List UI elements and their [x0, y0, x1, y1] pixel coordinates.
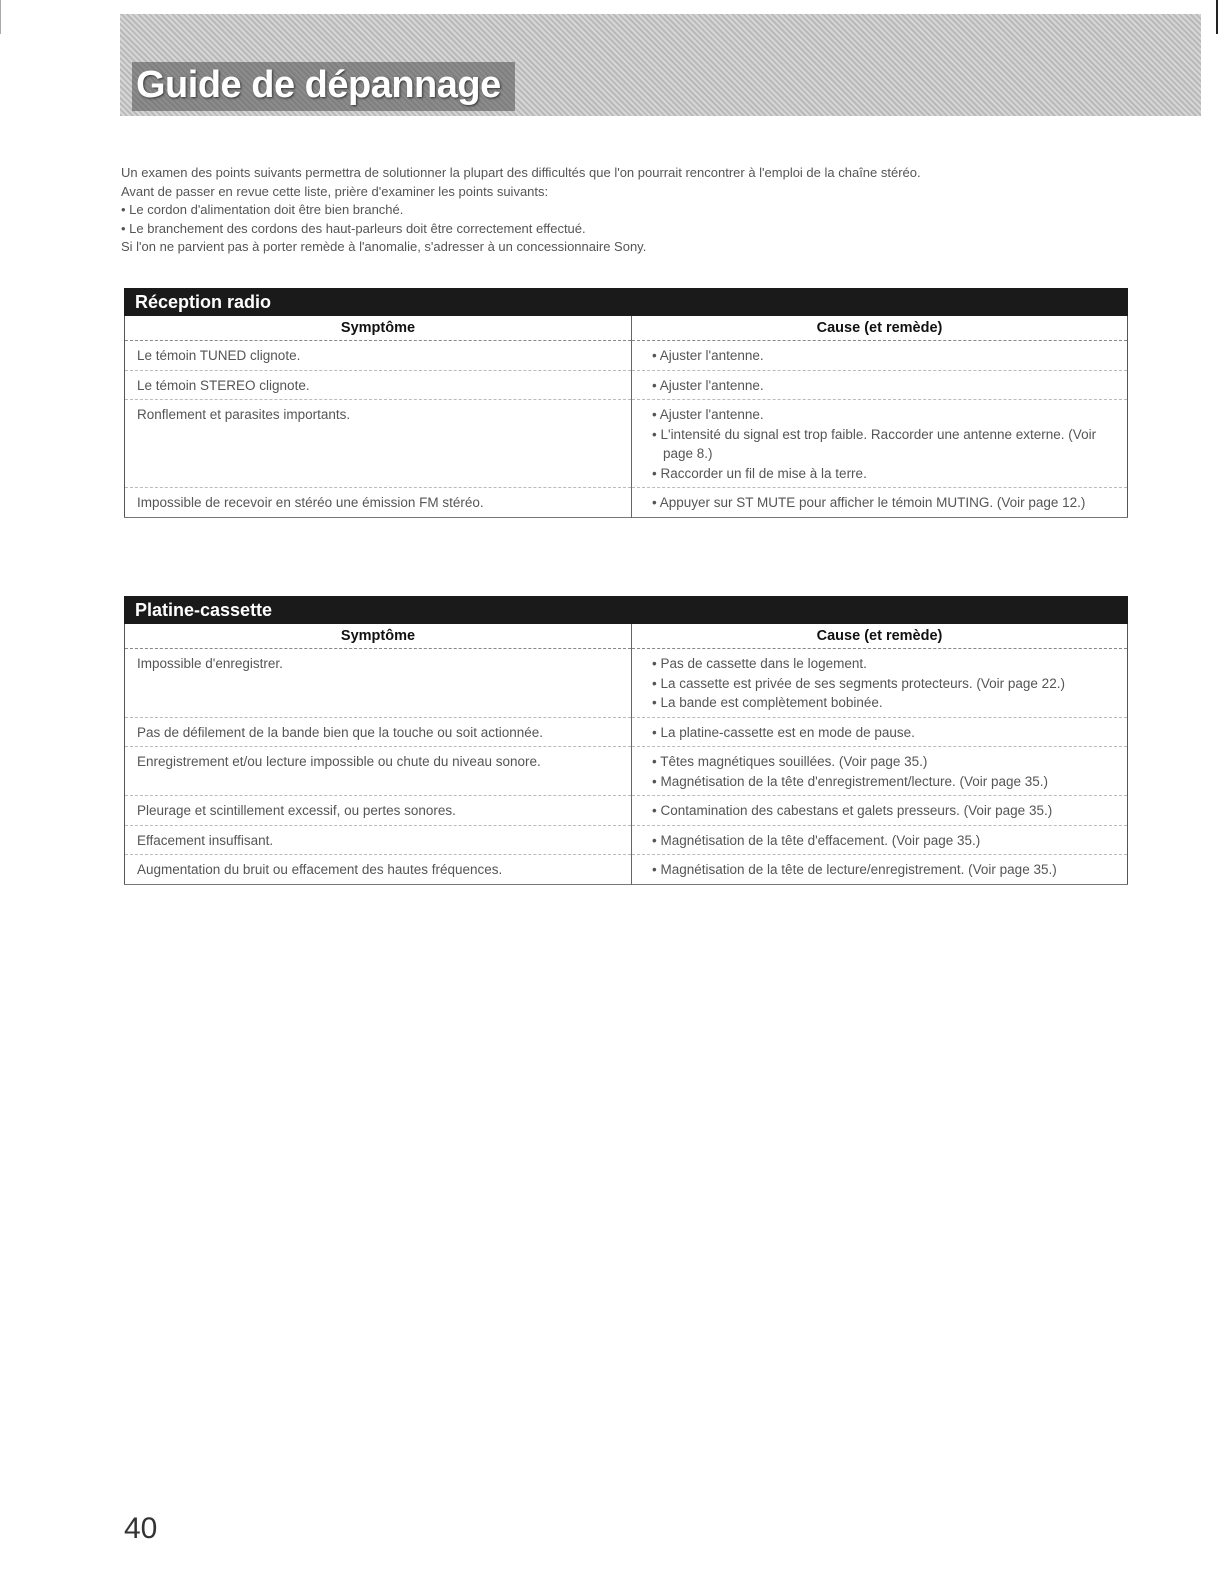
cause-cell — [632, 855, 1128, 885]
symptom-header: Symptôme — [125, 624, 632, 649]
cause-item: • Ajuster l'antenne. — [652, 377, 764, 393]
cause-cell — [632, 796, 1128, 826]
intro-text — [121, 164, 1121, 257]
cause-item: • Magnétisation de la tête de lecture/enregistrement. (Voir page 35.) — [652, 862, 1057, 877]
radio-table — [124, 316, 1128, 518]
symptom-cell: Le témoin STEREO clignote. — [125, 370, 632, 400]
cassette-table — [124, 624, 1128, 885]
radio-section-title: Réception radio — [124, 288, 1128, 316]
cause-item: • La bande est complètement bobinée. — [652, 695, 883, 710]
cause-item: • Ajuster l'antenne. — [652, 348, 764, 363]
edge-rule-left — [0, 0, 1, 34]
cause-cell — [632, 370, 1128, 400]
intro-line: Si l'on ne parvient pas à porter remède à l'anomalie, s'adresser à un concessionnaire Sony. — [121, 239, 647, 254]
edge-rule-right — [1216, 0, 1218, 34]
symptom-cell: Impossible d'enregistrer. — [125, 649, 632, 718]
table-row — [125, 747, 1128, 796]
cause-cell — [632, 649, 1128, 718]
page-number: 40 — [124, 1512, 158, 1545]
cause-item: • La platine-cassette est en mode de pause. — [652, 724, 915, 740]
cause-cell — [632, 747, 1128, 796]
table-row — [125, 649, 1128, 718]
table-row — [125, 400, 1128, 488]
cause-item: • Appuyer sur ST MUTE pour afficher le témoin MUTING. (Voir page 12.) — [652, 495, 1086, 510]
cause-header: Cause (et remède) — [632, 316, 1128, 341]
cause-item: • Contamination des cabestans et galets presseurs. (Voir page 35.) — [652, 803, 1053, 818]
table-row — [125, 796, 1128, 826]
symptom-header: Symptôme — [125, 316, 632, 341]
title-banner — [120, 14, 1201, 116]
cause-item: • La cassette est privée de ses segments protecteurs. (Voir page 22.) — [652, 675, 1065, 691]
cause-item: • Magnétisation de la tête d'enregistrement/lecture. (Voir page 35.) — [652, 773, 1049, 789]
cause-item: • Têtes magnétiques souillées. (Voir page 35.) — [652, 754, 928, 769]
table-row — [125, 488, 1128, 518]
cause-item: • Pas de cassette dans le logement. — [652, 656, 867, 671]
symptom-cell: Ronflement et parasites importants. — [125, 400, 632, 488]
cause-header: Cause (et remède) — [632, 624, 1128, 649]
symptom-cell: Augmentation du bruit ou effacement des hautes fréquences. — [125, 855, 632, 885]
cause-item: • L'intensité du signal est trop faible. Raccorder une antenne externe. (Voir page 8.) — [652, 426, 1097, 461]
page-title: Guide de dépannage — [132, 62, 515, 111]
radio-section — [124, 288, 1128, 518]
cassette-section — [124, 596, 1128, 885]
cause-cell — [632, 717, 1128, 747]
intro-line: • Le branchement des cordons des haut-parleurs doit être correctement effectué. — [121, 220, 586, 236]
intro-line: Un examen des points suivants permettra de solutionner la plupart des difficultés que l'on pourrait rencontrer à l'emploi de la chaîne stéréo. — [121, 165, 921, 180]
table-row — [125, 370, 1128, 400]
cause-cell — [632, 341, 1128, 371]
symptom-cell: Pas de défilement de la bande bien que la touche ou soit actionnée. — [125, 717, 632, 747]
table-row — [125, 825, 1128, 855]
symptom-cell: Impossible de recevoir en stéréo une émission FM stéréo. — [125, 488, 632, 518]
symptom-cell: Le témoin TUNED clignote. — [125, 341, 632, 371]
symptom-cell: Pleurage et scintillement excessif, ou pertes sonores. — [125, 796, 632, 826]
cause-item: • Magnétisation de la tête d'effacement. (Voir page 35.) — [652, 832, 981, 848]
table-row — [125, 341, 1128, 371]
cause-cell — [632, 825, 1128, 855]
intro-line: Avant de passer en revue cette liste, prière d'examiner les points suivants: — [121, 183, 549, 199]
intro-line: • Le cordon d'alimentation doit être bien branché. — [121, 202, 404, 217]
cause-cell — [632, 488, 1128, 518]
cassette-section-title: Platine-cassette — [124, 596, 1128, 624]
table-row — [125, 717, 1128, 747]
cause-item: • Raccorder un fil de mise à la terre. — [652, 465, 867, 481]
cause-cell — [632, 400, 1128, 488]
table-row — [125, 855, 1128, 885]
symptom-cell: Enregistrement et/ou lecture impossible ou chute du niveau sonore. — [125, 747, 632, 796]
symptom-cell: Effacement insuffisant. — [125, 825, 632, 855]
cause-item: • Ajuster l'antenne. — [652, 407, 764, 422]
